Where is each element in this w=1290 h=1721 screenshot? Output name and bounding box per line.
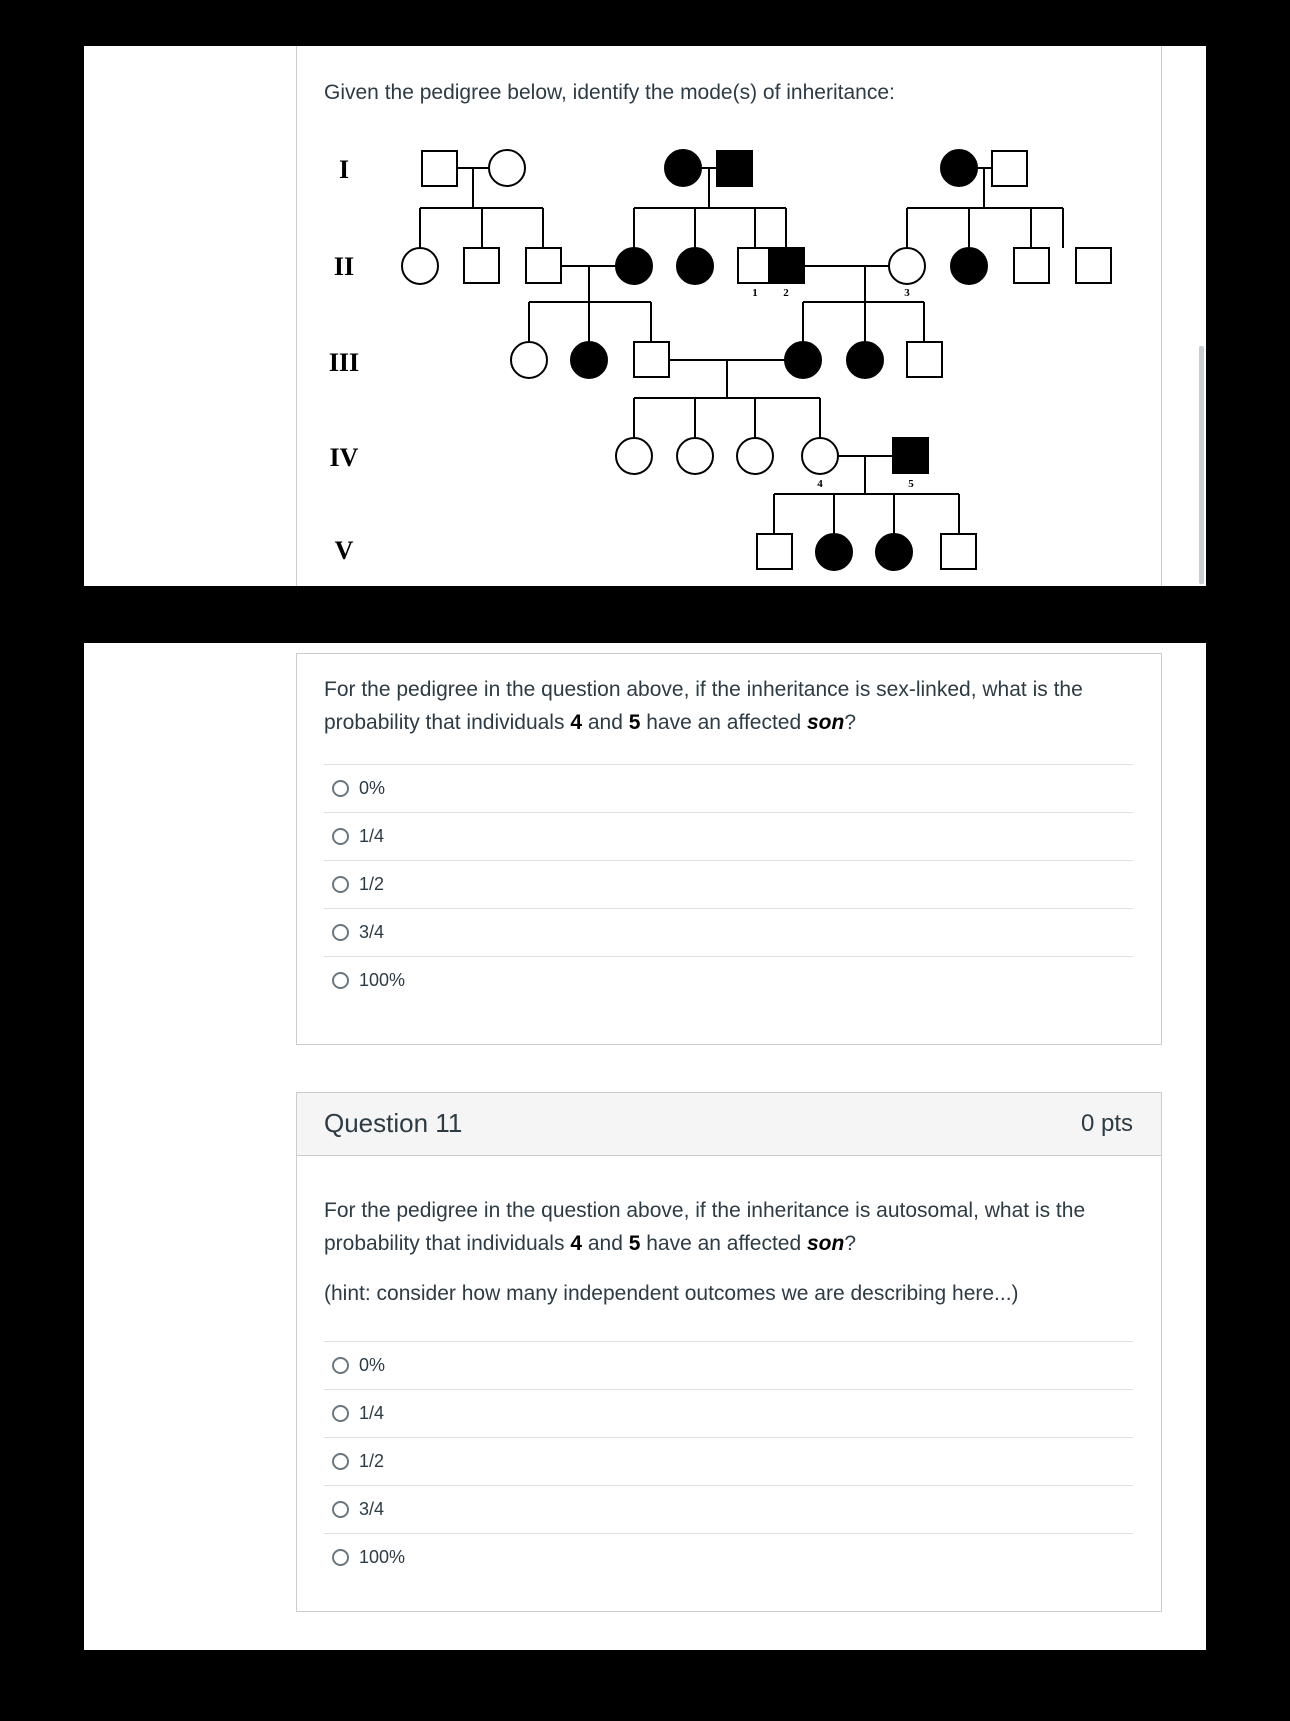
gen3-female-unaffected: [511, 342, 547, 378]
gen4-female-unaffected-4: [802, 438, 838, 474]
question-header: [297, 1093, 1161, 1156]
q10-answer-0[interactable]: 0%: [324, 764, 1133, 812]
question-panel-bottom: [84, 643, 1206, 1650]
gen2-female-unaffected-3: [889, 248, 925, 284]
gen3-female-affected-c: [847, 342, 883, 378]
radio-button[interactable]: [332, 780, 349, 797]
question-title: Question 11: [324, 1108, 463, 1138]
gen3-male-unaffected: [634, 342, 669, 377]
gen2-female-unaffected: [402, 248, 438, 284]
gen2-male-unaffected: [464, 248, 499, 283]
gen3-female-affected-b: [785, 342, 821, 378]
radio-button[interactable]: [332, 876, 349, 893]
pedigree-question: [296, 46, 1162, 586]
scrollbar[interactable]: [1199, 346, 1204, 584]
gen1-male-affected: [717, 151, 752, 186]
gen1-female-affected: [665, 150, 701, 186]
gen1-female-affected-c: [941, 150, 977, 186]
gen-label-V: V: [334, 536, 354, 565]
gen4-female-unaffected-c: [737, 438, 773, 474]
individual-label-4: 4: [817, 478, 823, 490]
gen2-male-affected-2: [769, 248, 804, 283]
gen-label-III: III: [328, 348, 360, 377]
q11-answer-0[interactable]: 0%: [324, 1341, 1133, 1389]
radio-button[interactable]: [332, 1501, 349, 1518]
individual-label-3: 3: [904, 287, 910, 299]
gen2-male-unaffected-b: [526, 248, 561, 283]
gen1-female-unaffected: [489, 150, 525, 186]
q10-answers: [324, 764, 1133, 1004]
radio-button[interactable]: [332, 924, 349, 941]
pedigree-prompt: Given the pedigree below, identify the mode(s) of inheritance:: [324, 81, 895, 104]
gen3-male-unaffected-b: [907, 342, 942, 377]
gen2-female-affected-b: [677, 248, 713, 284]
gen4-male-affected-5: [893, 438, 928, 473]
q11-hint: (hint: consider how many independent outcomes we are describing here...): [324, 1282, 1019, 1305]
individual-label-1: 1: [752, 287, 758, 299]
q11-answer-2[interactable]: 1/2: [324, 1437, 1133, 1485]
question-panel-top: [84, 46, 1206, 586]
gen5-male-unaffected: [757, 534, 792, 569]
radio-button[interactable]: [332, 1405, 349, 1422]
q11-answer-3[interactable]: 3/4: [324, 1485, 1133, 1533]
pedigree-diagram: [297, 46, 1163, 586]
gen2-female-affected: [616, 248, 652, 284]
q10-answer-4[interactable]: 100%: [324, 956, 1133, 1004]
gen2-male-unaffected-c2: [1076, 248, 1111, 283]
radio-button[interactable]: [332, 972, 349, 989]
gen1-male-unaffected: [422, 151, 457, 186]
question-10: [296, 653, 1162, 1045]
gen2-male-unaffected-1: [738, 248, 773, 283]
gen-label-II: II: [333, 252, 355, 281]
gen2-male-unaffected-c1: [1014, 248, 1049, 283]
q11-answer-4[interactable]: 100%: [324, 1533, 1133, 1581]
q11-answer-1[interactable]: 1/4: [324, 1389, 1133, 1437]
question-points: 0 pts: [1080, 1110, 1133, 1137]
individual-label-5: 5: [908, 478, 914, 490]
radio-button[interactable]: [332, 1549, 349, 1566]
gen3-female-affected: [571, 342, 607, 378]
gen4-female-unaffected: [616, 438, 652, 474]
gen-label-I: I: [338, 155, 350, 184]
q11-answers: [324, 1341, 1133, 1581]
gen5-male-unaffected-b: [941, 534, 976, 569]
q11-text: For the pedigree in the question above, if the inheritance is autosomal, what is the probability that individuals 4 and 5 have an affected son?: [324, 1199, 1086, 1255]
q10-answer-3[interactable]: 3/4: [324, 908, 1133, 956]
gen5-female-affected: [816, 534, 852, 570]
gen5-female-affected-b: [876, 534, 912, 570]
gen2-female-affected-c: [951, 248, 987, 284]
q10-text: For the pedigree in the question above, if the inheritance is sex-linked, what is the probability that individuals 4 and 5 have an affected son?: [324, 678, 1083, 734]
radio-button[interactable]: [332, 828, 349, 845]
gen-label-IV: IV: [329, 443, 359, 472]
question-11: [296, 1092, 1162, 1612]
q10-answer-2[interactable]: 1/2: [324, 860, 1133, 908]
gen4-female-unaffected-b: [677, 438, 713, 474]
radio-button[interactable]: [332, 1357, 349, 1374]
gen1-male-unaffected-c: [992, 151, 1027, 186]
individual-label-2: 2: [783, 287, 789, 299]
radio-button[interactable]: [332, 1453, 349, 1470]
q10-answer-1[interactable]: 1/4: [324, 812, 1133, 860]
